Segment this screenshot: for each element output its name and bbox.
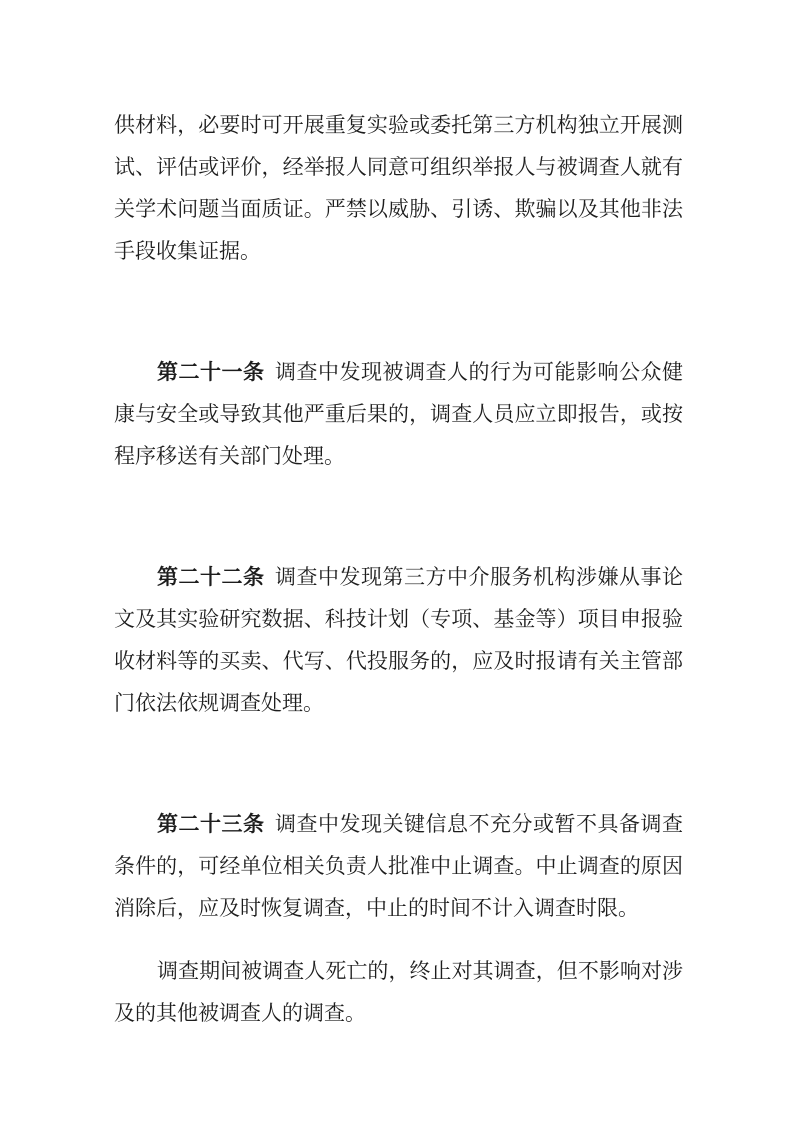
paragraph-text: 调查中发现第三方中介服务机构涉嫌从事论文及其实验研究数据、科技计划（专项、基金等）项目申报验收材料等的买卖、代写、代投服务的，应及时报请有关主管部门依法依规调查处理。 [114, 565, 683, 715]
paragraph-article-22 [114, 556, 683, 724]
article-23-number: 第二十三条 [157, 812, 265, 836]
paragraph-article-21 [114, 351, 683, 477]
paragraph-death-termination [114, 950, 683, 1034]
article-22-number: 第二十二条 [157, 565, 265, 589]
paragraph-text: 供材料，必要时可开展重复实验或委托第三方机构独立开展测试、评估或评价，经举报人同意可组织举报人与被调查人就有关学术问题当面质证。严禁以威胁、引诱、欺骗以及其他非法手段收集证据。 [114, 113, 683, 263]
paragraph-article-23 [114, 803, 683, 929]
article-21-number: 第二十一条 [157, 360, 265, 384]
paragraph-text: 调查中发现被调查人的行为可能影响公众健康与安全或导致其他严重后果的，调查人员应立即报告，或按程序移送有关部门处理。 [114, 360, 683, 468]
document-content [114, 104, 683, 1034]
paragraph-continuation [114, 104, 683, 272]
paragraph-text: 调查中发现关键信息不充分或暂不具备调查条件的，可经单位相关负责人批准中止调查。中止调查的原因消除后，应及时恢复调查，中止的时间不计入调查时限。 [114, 812, 683, 920]
paragraph-text: 调查期间被调查人死亡的，终止对其调查，但不影响对涉及的其他被调查人的调查。 [114, 959, 683, 1025]
